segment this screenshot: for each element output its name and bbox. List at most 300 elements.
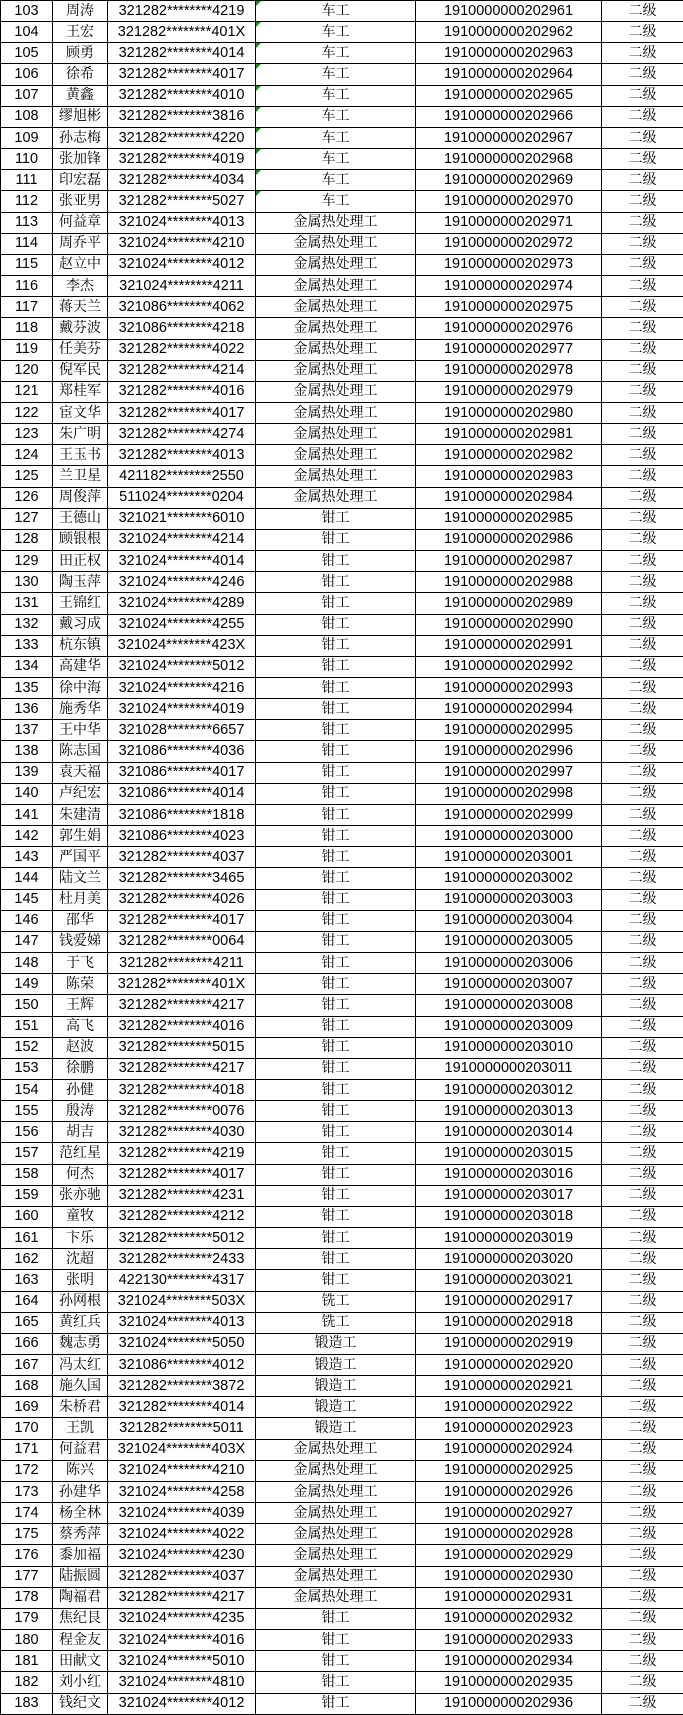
table-row xyxy=(1,1122,683,1143)
level-cell: 二级 xyxy=(602,995,683,1016)
certificate-number-cell: 1910000000202992 xyxy=(416,656,602,677)
certificate-number-cell: 1910000000203021 xyxy=(416,1270,602,1291)
id-number-cell: 321024********4214 xyxy=(108,529,256,550)
certificate-number-cell: 1910000000202934 xyxy=(416,1651,602,1672)
certificate-number-cell: 1910000000203000 xyxy=(416,826,602,847)
level-cell: 二级 xyxy=(602,1228,683,1249)
id-number-cell: 321021********6010 xyxy=(108,508,256,529)
row-number-cell: 131 xyxy=(1,593,53,614)
certificate-number-cell: 1910000000202920 xyxy=(416,1355,602,1376)
id-number-cell: 321282********3872 xyxy=(108,1376,256,1397)
certificate-number-cell: 1910000000202967 xyxy=(416,127,602,148)
table-row xyxy=(1,318,683,339)
table-row xyxy=(1,1206,683,1227)
row-number-cell: 164 xyxy=(1,1291,53,1312)
trade-cell: 铣工 xyxy=(256,1291,416,1312)
table-row xyxy=(1,1270,683,1291)
name-cell: 焦纪艮 xyxy=(53,1608,108,1629)
table-row xyxy=(1,551,683,572)
trade-cell: 钳工 xyxy=(256,804,416,825)
row-number-cell: 150 xyxy=(1,995,53,1016)
name-cell: 陆文兰 xyxy=(53,868,108,889)
level-cell: 二级 xyxy=(602,931,683,952)
table-row xyxy=(1,466,683,487)
row-number-cell: 115 xyxy=(1,254,53,275)
trade-cell: 金属热处理工 xyxy=(256,1460,416,1481)
name-cell: 卞乐 xyxy=(53,1228,108,1249)
table-row xyxy=(1,1608,683,1629)
table-row xyxy=(1,974,683,995)
level-cell: 二级 xyxy=(602,1,683,22)
name-cell: 张加锋 xyxy=(53,149,108,170)
certificate-number-cell: 1910000000203013 xyxy=(416,1101,602,1122)
certificate-number-cell: 1910000000203015 xyxy=(416,1143,602,1164)
name-cell: 施久国 xyxy=(53,1376,108,1397)
level-cell: 二级 xyxy=(602,1185,683,1206)
id-number-cell: 321086********4023 xyxy=(108,826,256,847)
trade-cell: 金属热处理工 xyxy=(256,339,416,360)
name-cell: 沈超 xyxy=(53,1249,108,1270)
id-number-cell: 321086********4218 xyxy=(108,318,256,339)
id-number-cell: 321024********4013 xyxy=(108,212,256,233)
trade-cell: 钳工 xyxy=(256,1270,416,1291)
table-row xyxy=(1,593,683,614)
table-row xyxy=(1,783,683,804)
certificate-number-cell: 1910000000202929 xyxy=(416,1545,602,1566)
level-cell: 二级 xyxy=(602,1355,683,1376)
certificate-number-cell: 1910000000203001 xyxy=(416,847,602,868)
name-cell: 缪旭彬 xyxy=(53,106,108,127)
certificate-number-cell: 1910000000202928 xyxy=(416,1524,602,1545)
id-number-cell: 321024********4039 xyxy=(108,1503,256,1524)
level-cell: 二级 xyxy=(602,85,683,106)
name-cell: 陶玉萍 xyxy=(53,572,108,593)
row-number-cell: 154 xyxy=(1,1079,53,1100)
level-cell: 二级 xyxy=(602,1397,683,1418)
trade-cell: 车工 xyxy=(256,106,416,127)
level-cell: 二级 xyxy=(602,170,683,191)
table-row xyxy=(1,64,683,85)
row-number-cell: 172 xyxy=(1,1460,53,1481)
table-row xyxy=(1,1566,683,1587)
certificate-number-cell: 1910000000202995 xyxy=(416,720,602,741)
id-number-cell: 321282********5027 xyxy=(108,191,256,212)
certificate-number-cell: 1910000000202985 xyxy=(416,508,602,529)
id-number-cell: 321024********4258 xyxy=(108,1481,256,1502)
trade-cell: 钳工 xyxy=(256,1672,416,1693)
row-number-cell: 162 xyxy=(1,1249,53,1270)
table-row xyxy=(1,1355,683,1376)
table-row xyxy=(1,1481,683,1502)
certificate-number-cell: 1910000000202917 xyxy=(416,1291,602,1312)
name-cell: 顾银根 xyxy=(53,529,108,550)
row-number-cell: 124 xyxy=(1,445,53,466)
certificate-number-cell: 1910000000202970 xyxy=(416,191,602,212)
name-cell: 赵立中 xyxy=(53,254,108,275)
row-number-cell: 146 xyxy=(1,910,53,931)
row-number-cell: 178 xyxy=(1,1587,53,1608)
name-cell: 童牧 xyxy=(53,1206,108,1227)
trade-cell: 钳工 xyxy=(256,1016,416,1037)
id-number-cell: 321282********5015 xyxy=(108,1037,256,1058)
row-number-cell: 127 xyxy=(1,508,53,529)
name-cell: 郭生娟 xyxy=(53,826,108,847)
trade-cell: 金属热处理工 xyxy=(256,402,416,423)
row-number-cell: 158 xyxy=(1,1164,53,1185)
table-row xyxy=(1,1291,683,1312)
trade-cell: 金属热处理工 xyxy=(256,1524,416,1545)
row-number-cell: 149 xyxy=(1,974,53,995)
name-cell: 袁天福 xyxy=(53,762,108,783)
certificate-number-cell: 1910000000202991 xyxy=(416,635,602,656)
certificate-number-cell: 1910000000202981 xyxy=(416,424,602,445)
level-cell: 二级 xyxy=(602,1270,683,1291)
name-cell: 黄鑫 xyxy=(53,85,108,106)
name-cell: 徐鹏 xyxy=(53,1058,108,1079)
level-cell: 二级 xyxy=(602,297,683,318)
id-number-cell: 321024********4211 xyxy=(108,276,256,297)
certificate-number-cell: 1910000000203012 xyxy=(416,1079,602,1100)
id-number-cell: 321282********4016 xyxy=(108,1016,256,1037)
table-row xyxy=(1,508,683,529)
table-row xyxy=(1,1058,683,1079)
table-row xyxy=(1,1101,683,1122)
level-cell: 二级 xyxy=(602,43,683,64)
table-row xyxy=(1,22,683,43)
level-cell: 二级 xyxy=(602,635,683,656)
certificate-number-cell: 1910000000203019 xyxy=(416,1228,602,1249)
row-number-cell: 118 xyxy=(1,318,53,339)
level-cell: 二级 xyxy=(602,64,683,85)
table-row xyxy=(1,614,683,635)
id-number-cell: 321282********4014 xyxy=(108,1397,256,1418)
name-cell: 王凯 xyxy=(53,1418,108,1439)
id-number-cell: 321282********4211 xyxy=(108,953,256,974)
certificate-number-cell: 1910000000202921 xyxy=(416,1376,602,1397)
certificate-number-cell: 1910000000202923 xyxy=(416,1418,602,1439)
trade-cell: 钳工 xyxy=(256,551,416,572)
trade-cell: 钳工 xyxy=(256,614,416,635)
table-row xyxy=(1,106,683,127)
level-cell: 二级 xyxy=(602,1481,683,1502)
table-row xyxy=(1,1439,683,1460)
trade-cell: 钳工 xyxy=(256,593,416,614)
row-number-cell: 105 xyxy=(1,43,53,64)
table-row xyxy=(1,191,683,212)
certificate-number-cell: 1910000000202919 xyxy=(416,1333,602,1354)
row-number-cell: 152 xyxy=(1,1037,53,1058)
row-number-cell: 177 xyxy=(1,1566,53,1587)
name-cell: 陆振圆 xyxy=(53,1566,108,1587)
id-number-cell: 321282********4013 xyxy=(108,445,256,466)
trade-cell: 金属热处理工 xyxy=(256,1566,416,1587)
id-number-cell: 321024********4246 xyxy=(108,572,256,593)
row-number-cell: 111 xyxy=(1,170,53,191)
name-cell: 张亚男 xyxy=(53,191,108,212)
table-row xyxy=(1,1503,683,1524)
table-row xyxy=(1,889,683,910)
trade-cell: 锻造工 xyxy=(256,1397,416,1418)
certificate-number-cell: 1910000000202961 xyxy=(416,1,602,22)
id-number-cell: 321282********401X xyxy=(108,974,256,995)
level-cell: 二级 xyxy=(602,1206,683,1227)
level-cell: 二级 xyxy=(602,1545,683,1566)
certificate-number-cell: 1910000000202935 xyxy=(416,1672,602,1693)
trade-cell: 金属热处理工 xyxy=(256,212,416,233)
trade-cell: 金属热处理工 xyxy=(256,1587,416,1608)
certificate-number-cell: 1910000000202918 xyxy=(416,1312,602,1333)
certificate-number-cell: 1910000000202980 xyxy=(416,402,602,423)
row-number-cell: 136 xyxy=(1,699,53,720)
table-row xyxy=(1,635,683,656)
level-cell: 二级 xyxy=(602,1376,683,1397)
row-number-cell: 160 xyxy=(1,1206,53,1227)
certificate-number-cell: 1910000000202979 xyxy=(416,381,602,402)
certificate-number-cell: 1910000000202989 xyxy=(416,593,602,614)
id-number-cell: 321282********3465 xyxy=(108,868,256,889)
level-cell: 二级 xyxy=(602,529,683,550)
trade-cell: 金属热处理工 xyxy=(256,1481,416,1502)
level-cell: 二级 xyxy=(602,127,683,148)
certificate-number-cell: 1910000000202936 xyxy=(416,1693,602,1714)
level-cell: 二级 xyxy=(602,1291,683,1312)
trade-cell: 金属热处理工 xyxy=(256,487,416,508)
name-cell: 徐希 xyxy=(53,64,108,85)
name-cell: 朱广明 xyxy=(53,424,108,445)
row-number-cell: 121 xyxy=(1,381,53,402)
trade-cell: 钳工 xyxy=(256,1228,416,1249)
trade-cell: 车工 xyxy=(256,127,416,148)
row-number-cell: 156 xyxy=(1,1122,53,1143)
id-number-cell: 321028********6657 xyxy=(108,720,256,741)
trade-cell: 金属热处理工 xyxy=(256,466,416,487)
row-number-cell: 169 xyxy=(1,1397,53,1418)
name-cell: 孙健 xyxy=(53,1079,108,1100)
table-row xyxy=(1,381,683,402)
row-number-cell: 117 xyxy=(1,297,53,318)
certificate-number-cell: 1910000000202977 xyxy=(416,339,602,360)
level-cell: 二级 xyxy=(602,572,683,593)
table-row xyxy=(1,868,683,889)
name-cell: 张明 xyxy=(53,1270,108,1291)
name-cell: 周乔平 xyxy=(53,233,108,254)
row-number-cell: 148 xyxy=(1,953,53,974)
table-row xyxy=(1,995,683,1016)
trade-cell: 钳工 xyxy=(256,1122,416,1143)
table-row xyxy=(1,1164,683,1185)
trade-cell: 金属热处理工 xyxy=(256,1545,416,1566)
trade-cell: 金属热处理工 xyxy=(256,381,416,402)
row-number-cell: 113 xyxy=(1,212,53,233)
trade-cell: 金属热处理工 xyxy=(256,318,416,339)
name-cell: 何益章 xyxy=(53,212,108,233)
name-cell: 程金友 xyxy=(53,1630,108,1651)
id-number-cell: 321282********401X xyxy=(108,22,256,43)
name-cell: 杭东镇 xyxy=(53,635,108,656)
id-number-cell: 321282********0076 xyxy=(108,1101,256,1122)
trade-cell: 金属热处理工 xyxy=(256,297,416,318)
id-number-cell: 321282********4014 xyxy=(108,43,256,64)
row-number-cell: 120 xyxy=(1,360,53,381)
certificate-number-cell: 1910000000202927 xyxy=(416,1503,602,1524)
trade-cell: 车工 xyxy=(256,170,416,191)
name-cell: 朱桥君 xyxy=(53,1397,108,1418)
name-cell: 戴芬波 xyxy=(53,318,108,339)
id-number-cell: 321282********4212 xyxy=(108,1206,256,1227)
name-cell: 高建华 xyxy=(53,656,108,677)
table-row xyxy=(1,1693,683,1714)
trade-cell: 钳工 xyxy=(256,974,416,995)
name-cell: 王德山 xyxy=(53,508,108,529)
id-number-cell: 321024********4210 xyxy=(108,233,256,254)
level-cell: 二级 xyxy=(602,212,683,233)
id-number-cell: 321024********4210 xyxy=(108,1460,256,1481)
id-number-cell: 321024********5050 xyxy=(108,1333,256,1354)
id-number-cell: 321024********4022 xyxy=(108,1524,256,1545)
name-cell: 冯太红 xyxy=(53,1355,108,1376)
row-number-cell: 123 xyxy=(1,424,53,445)
certificate-number-cell: 1910000000203017 xyxy=(416,1185,602,1206)
row-number-cell: 181 xyxy=(1,1651,53,1672)
name-cell: 高飞 xyxy=(53,1016,108,1037)
table-row xyxy=(1,826,683,847)
trade-cell: 钳工 xyxy=(256,783,416,804)
name-cell: 朱建清 xyxy=(53,804,108,825)
id-number-cell: 321282********4010 xyxy=(108,85,256,106)
id-number-cell: 321282********4037 xyxy=(108,847,256,868)
name-cell: 倪军民 xyxy=(53,360,108,381)
certificate-number-cell: 1910000000202996 xyxy=(416,741,602,762)
level-cell: 二级 xyxy=(602,1693,683,1714)
id-number-cell: 321282********4214 xyxy=(108,360,256,381)
id-number-cell: 321024********4255 xyxy=(108,614,256,635)
table-row xyxy=(1,931,683,952)
row-number-cell: 168 xyxy=(1,1376,53,1397)
id-number-cell: 321282********2433 xyxy=(108,1249,256,1270)
name-cell: 何益君 xyxy=(53,1439,108,1460)
trade-cell: 钳工 xyxy=(256,572,416,593)
level-cell: 二级 xyxy=(602,826,683,847)
name-cell: 邵华 xyxy=(53,910,108,931)
table-row xyxy=(1,1630,683,1651)
row-number-cell: 159 xyxy=(1,1185,53,1206)
trade-cell: 钳工 xyxy=(256,1058,416,1079)
row-number-cell: 135 xyxy=(1,678,53,699)
trade-cell: 锻造工 xyxy=(256,1376,416,1397)
name-cell: 陈荣 xyxy=(53,974,108,995)
certificate-number-cell: 1910000000202971 xyxy=(416,212,602,233)
table-row xyxy=(1,212,683,233)
row-number-cell: 166 xyxy=(1,1333,53,1354)
row-number-cell: 144 xyxy=(1,868,53,889)
table-row xyxy=(1,149,683,170)
name-cell: 刘小红 xyxy=(53,1672,108,1693)
level-cell: 二级 xyxy=(602,551,683,572)
trade-cell: 金属热处理工 xyxy=(256,1439,416,1460)
level-cell: 二级 xyxy=(602,699,683,720)
id-number-cell: 321282********3816 xyxy=(108,106,256,127)
row-number-cell: 151 xyxy=(1,1016,53,1037)
id-number-cell: 321282********0064 xyxy=(108,931,256,952)
name-cell: 严国平 xyxy=(53,847,108,868)
trade-cell: 钳工 xyxy=(256,1185,416,1206)
level-cell: 二级 xyxy=(602,508,683,529)
level-cell: 二级 xyxy=(602,762,683,783)
id-number-cell: 321282********4018 xyxy=(108,1079,256,1100)
name-cell: 王中华 xyxy=(53,720,108,741)
id-number-cell: 321024********4216 xyxy=(108,678,256,699)
certificate-number-cell: 1910000000203014 xyxy=(416,1122,602,1143)
table-row xyxy=(1,762,683,783)
name-cell: 兰卫星 xyxy=(53,466,108,487)
row-number-cell: 165 xyxy=(1,1312,53,1333)
certificate-number-cell: 1910000000202993 xyxy=(416,678,602,699)
level-cell: 二级 xyxy=(602,593,683,614)
level-cell: 二级 xyxy=(602,339,683,360)
name-cell: 陈志国 xyxy=(53,741,108,762)
row-number-cell: 153 xyxy=(1,1058,53,1079)
table-row xyxy=(1,254,683,275)
name-cell: 何杰 xyxy=(53,1164,108,1185)
table-row xyxy=(1,741,683,762)
trade-cell: 钳工 xyxy=(256,1206,416,1227)
name-cell: 王宏 xyxy=(53,22,108,43)
name-cell: 殷涛 xyxy=(53,1101,108,1122)
trade-cell: 钳工 xyxy=(256,1249,416,1270)
id-number-cell: 321282********4019 xyxy=(108,149,256,170)
level-cell: 二级 xyxy=(602,254,683,275)
table-row xyxy=(1,1185,683,1206)
trade-cell: 钳工 xyxy=(256,720,416,741)
id-number-cell: 422130********4317 xyxy=(108,1270,256,1291)
table-row xyxy=(1,170,683,191)
table-row xyxy=(1,804,683,825)
certificate-number-cell: 1910000000202999 xyxy=(416,804,602,825)
id-number-cell: 321282********4026 xyxy=(108,889,256,910)
trade-cell: 钳工 xyxy=(256,1630,416,1651)
id-number-cell: 321282********4217 xyxy=(108,1058,256,1079)
level-cell: 二级 xyxy=(602,487,683,508)
row-number-cell: 143 xyxy=(1,847,53,868)
row-number-cell: 107 xyxy=(1,85,53,106)
level-cell: 二级 xyxy=(602,974,683,995)
trade-cell: 钳工 xyxy=(256,699,416,720)
id-number-cell: 321282********4034 xyxy=(108,170,256,191)
trade-cell: 金属热处理工 xyxy=(256,254,416,275)
table-row xyxy=(1,1545,683,1566)
id-number-cell: 321024********5010 xyxy=(108,1651,256,1672)
level-cell: 二级 xyxy=(602,1630,683,1651)
table-row xyxy=(1,43,683,64)
level-cell: 二级 xyxy=(602,783,683,804)
level-cell: 二级 xyxy=(602,233,683,254)
table-row xyxy=(1,1397,683,1418)
table-row xyxy=(1,1249,683,1270)
id-number-cell: 321282********4037 xyxy=(108,1566,256,1587)
name-cell: 周俊萍 xyxy=(53,487,108,508)
level-cell: 二级 xyxy=(602,318,683,339)
trade-cell: 钳工 xyxy=(256,741,416,762)
name-cell: 王玉书 xyxy=(53,445,108,466)
row-number-cell: 138 xyxy=(1,741,53,762)
id-number-cell: 321282********4217 xyxy=(108,995,256,1016)
trade-cell: 金属热处理工 xyxy=(256,445,416,466)
row-number-cell: 175 xyxy=(1,1524,53,1545)
row-number-cell: 139 xyxy=(1,762,53,783)
id-number-cell: 321024********503X xyxy=(108,1291,256,1312)
row-number-cell: 173 xyxy=(1,1481,53,1502)
certificate-number-cell: 1910000000202973 xyxy=(416,254,602,275)
